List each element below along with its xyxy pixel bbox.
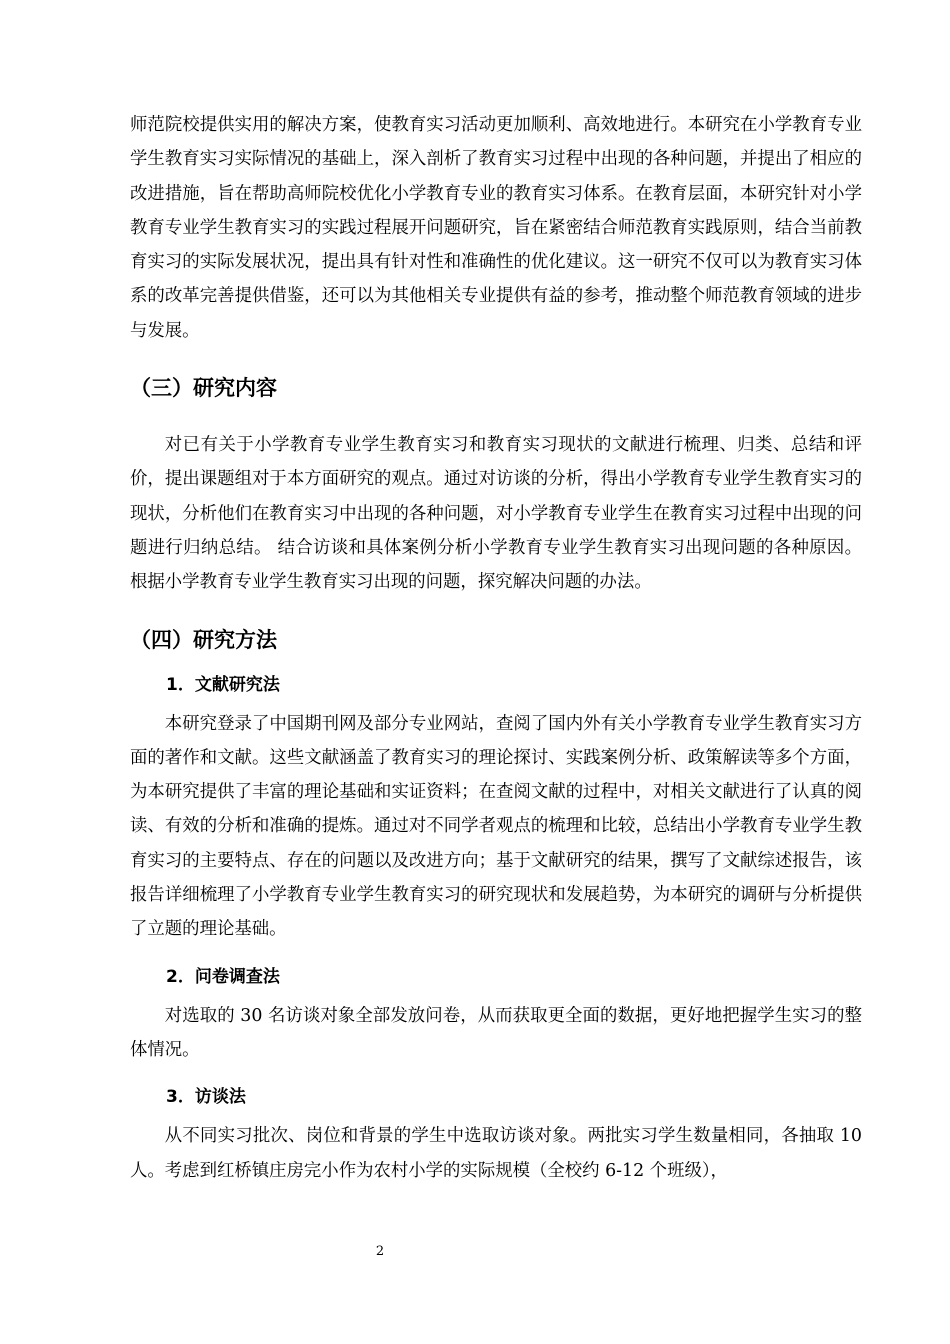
subheading-interview-method: 3．访谈法 — [166, 1087, 246, 1108]
literature-method-paragraph: 本研究登录了中国期刊网及部分专业网站，查阅了国内外有关小学教育专业学生教育实习方面的著作和文献。这些文献涵盖了教育实习的理论探讨、实践案例分析、政策解读等多个方面，为本研究提供了丰富的理论基础和实证资料；在查阅文献的过程中，对相关文献进行了认真的阅读、有效的分析和准确的提炼。通过对不同学者观点的梳理和比较，总结出小学教育专业学生教育实习的主要特点、存在的问题以及改进方向；基于文献研究的结果，撰写了文献综述报告，该报告详细梳理了小学教育专业学生教育实习的研究现状和发展趋势，为本研究的调研与分析提供了立题的理论基础。 — [130, 713, 862, 940]
interview-method-paragraph: 从不同实习批次、岗位和背景的学生中选取访谈对象。两批实习学生数量相同，各抽取 10 人。考虑到红桥镇庄房完小作为农村小学的实际规模（全校约 6-12 个班级）， — [130, 1126, 862, 1181]
section-heading-research-methods: （四）研究方法 — [130, 627, 277, 652]
page-body — [130, 108, 862, 1188]
page-number: 2 — [375, 1244, 385, 1259]
questionnaire-method-paragraph: 对选取的 30 名访谈对象全部发放问卷，从而获取更全面的数据，更好地把握学生实习的整体情况。 — [130, 1005, 862, 1060]
subheading-questionnaire-method: 2．问卷调查法 — [166, 966, 280, 987]
subheading-literature-method: 1．文献研究法 — [166, 674, 280, 695]
research-content-paragraph: 对已有关于小学教育专业学生教育实习和教育实习现状的文献进行梳理、归类、总结和评价，提出课题组对于本方面研究的观点。通过对访谈的分析，得出小学教育专业学生教育实习的现状，分析他们在教育实习中出现的各种问题，对小学教育专业学生在教育实习过程中出现的问题进行归纳总结。 结合访谈和具体案例分析小学教育专业学生教育实习出现问题的各种原因。根据小学教育专业学生教育实习出现的问题，探究解决问题的办法。 — [130, 435, 862, 593]
opening-paragraph: 师范院校提供实用的解决方案，使教育实习活动更加顺利、高效地进行。本研究在小学教育专业学生教育实习实际情况的基础上，深入剖析了教育实习过程中出现的各种问题，并提出了相应的改进措施，旨在帮助高师院校优化小学教育专业的教育实习体系。在教育层面，本研究针对小学教育专业学生教育实习的实践过程展开问题研究，旨在紧密结合师范教育实践原则，结合当前教育实习的实际发展状况，提出具有针对性和准确性的优化建议。这一研究不仅可以为教育实习体系的改革完善提供借鉴，还可以为其他相关专业提供有益的参考，推动整个师范教育领域的进步与发展。 — [130, 115, 862, 341]
section-heading-research-content: （三）研究内容 — [130, 376, 277, 401]
